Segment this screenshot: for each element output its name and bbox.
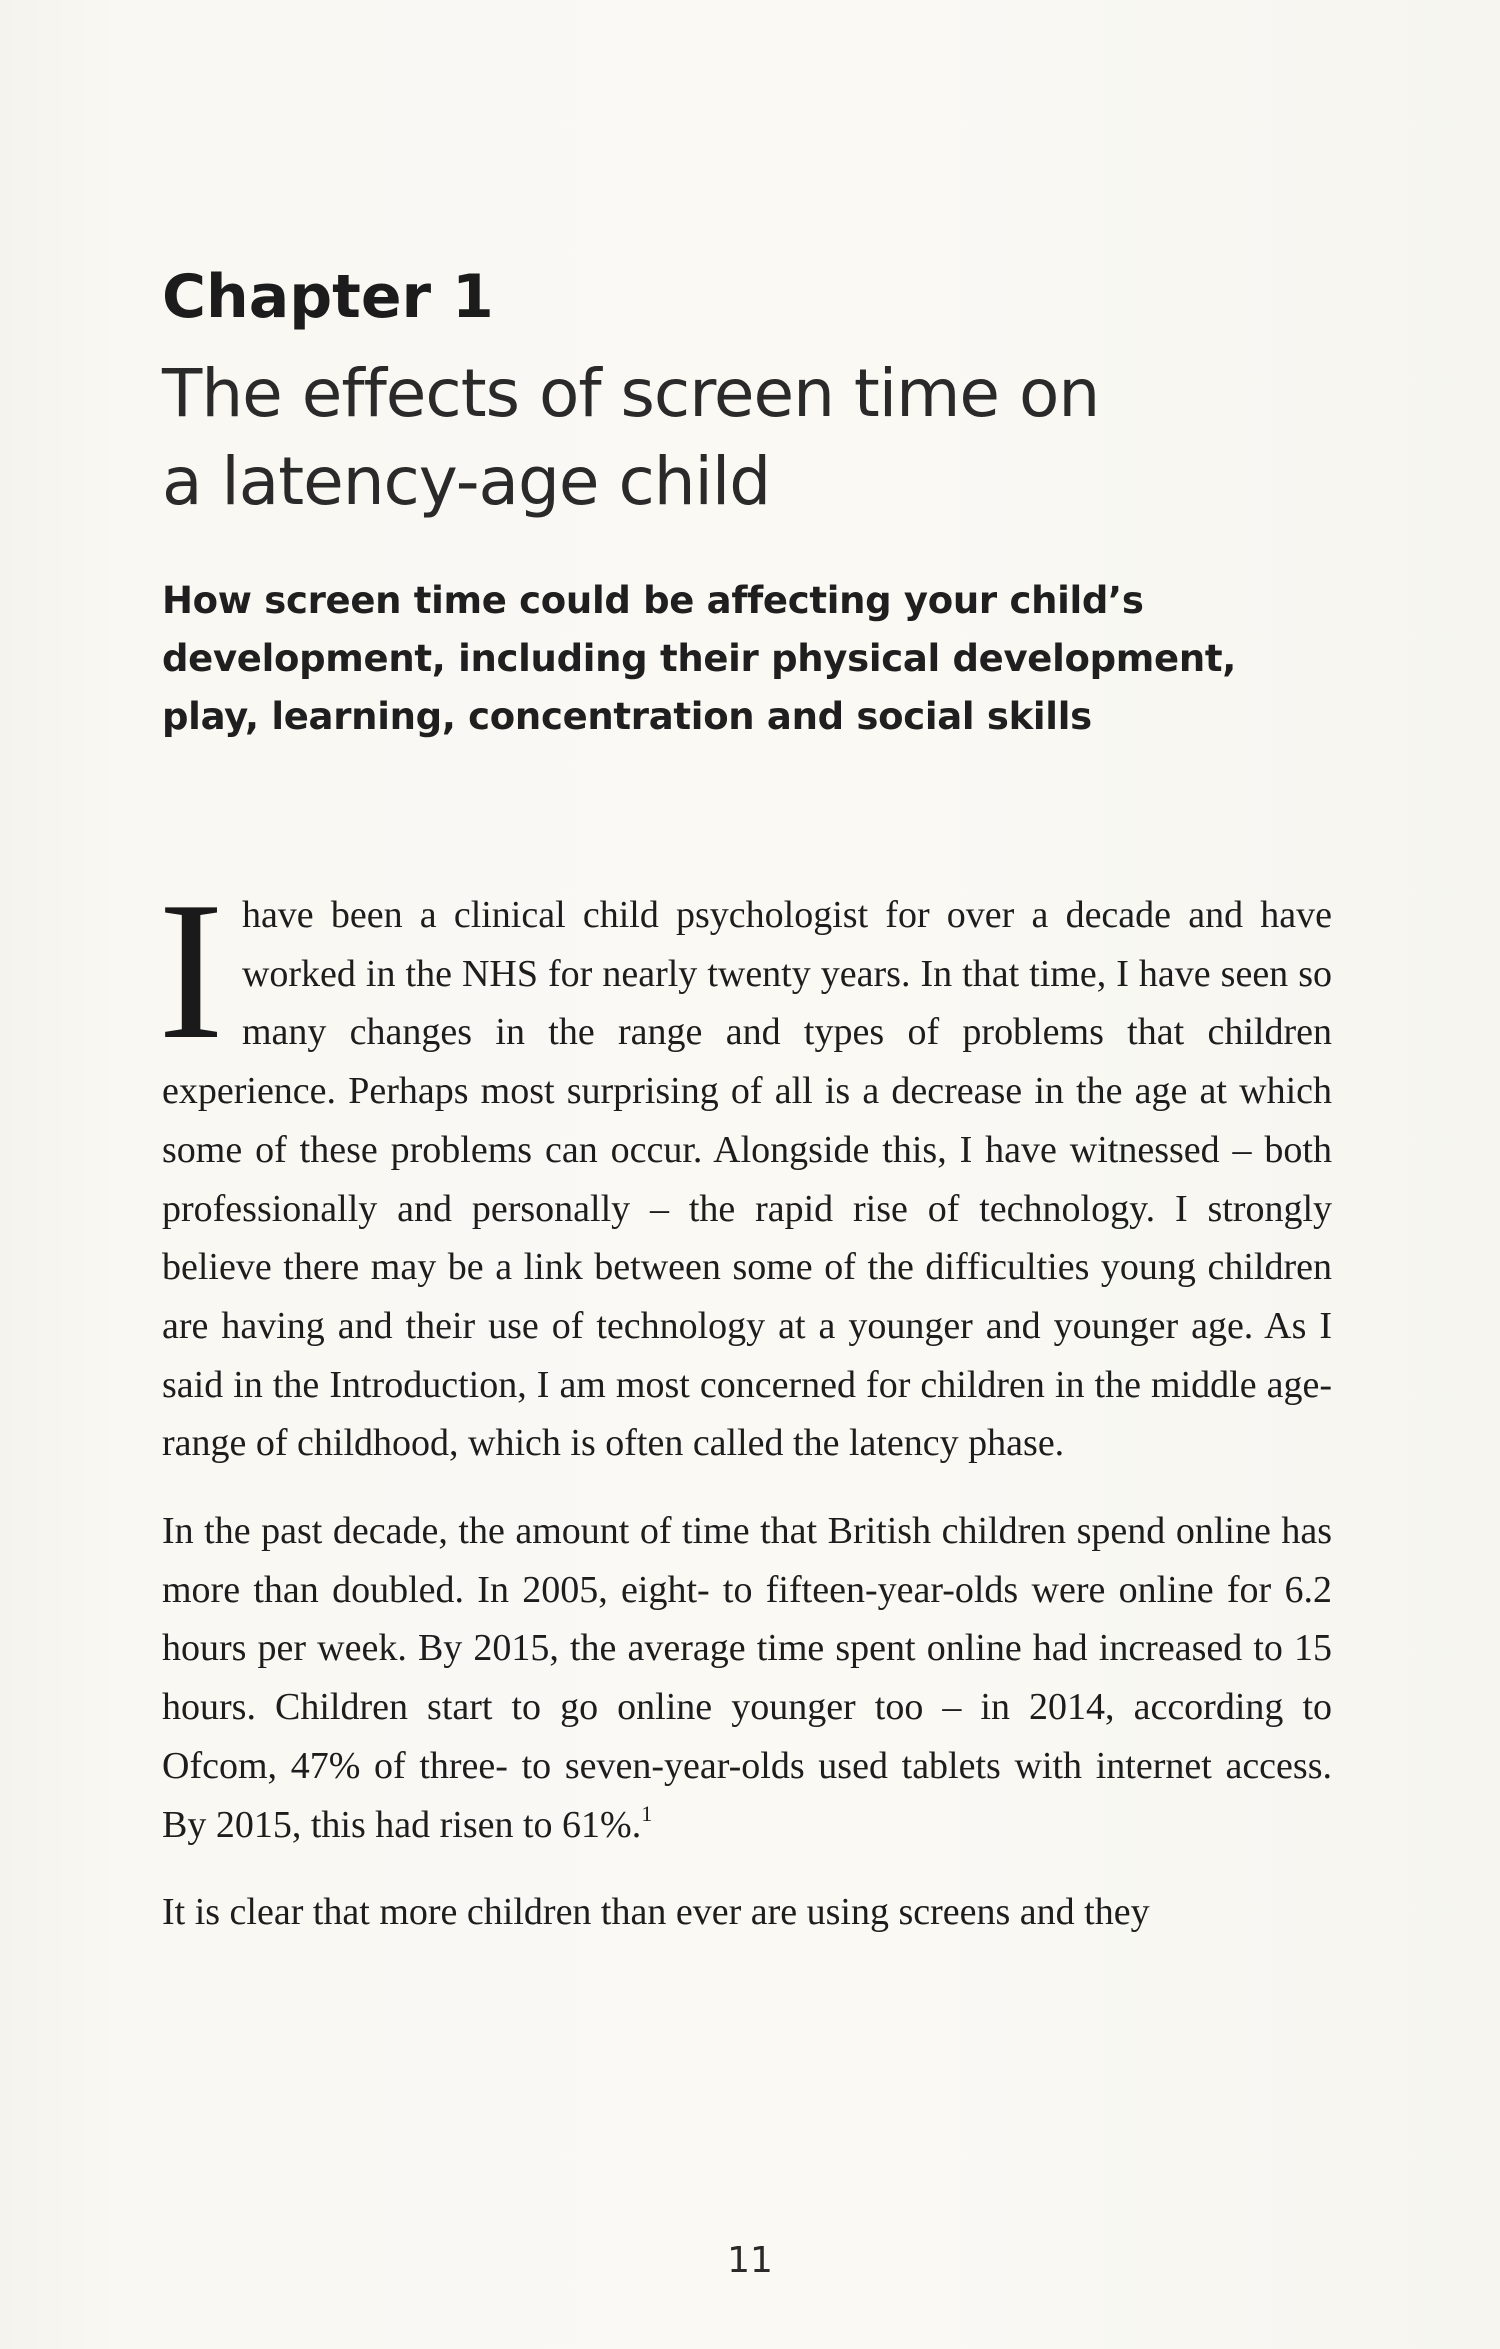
paragraph-1-text: have been a clinical child psychologist for over a decade and have worked in the NHS for nearly twenty years. In that time, I have seen so many changes in the range and types of problems that children experience. Perhaps most surprising of all is a decrease in the age at which some of these problems can occur. Alongside this, I have witnessed – both professionally and personally – the rapid rise of technology. I strongly believe there may be a link between some of the difficulties young children are having and their use of technology at a younger and younger age. As I said in the Introduction, I am most concerned for children in the middle age-range of childhood, which is often called the latency phase. — [162, 894, 1332, 1465]
footnote-marker: 1 — [641, 1800, 653, 1826]
body-paragraph-1 — [158, 861, 1332, 1473]
paragraph-2-text: In the past decade, the amount of time that British children spend online has more than doubled. In 2005, eight- to fifteen-year-olds were online for 6.2 hours per week. By 2015, the average time spent online had increased to 15 hours. Children start to go online younger too – in 2014, according to Ofcom, 47% of three- to seven-year-olds used tablets with internet access. By 2015, this had risen to 61%. — [162, 1510, 1332, 1846]
drop-cap: I — [158, 861, 224, 1080]
page-number: 11 — [727, 2240, 773, 2281]
body-paragraph-3: It is clear that more children than ever are using screens and they — [162, 1891, 1150, 1934]
page-content — [158, 262, 1332, 1942]
chapter-label: Chapter 1 — [162, 262, 494, 332]
chapter-title-line-1: The effects of screen time on — [162, 355, 1100, 432]
chapter-title — [162, 350, 1332, 526]
chapter-subtitle: How screen time could be affecting your child’s development, including their physical development, play, learning, concentration and social skills — [162, 579, 1237, 738]
chapter-title-line-2: a latency-age child — [162, 443, 771, 520]
body-paragraph-2 — [162, 1502, 1332, 1854]
